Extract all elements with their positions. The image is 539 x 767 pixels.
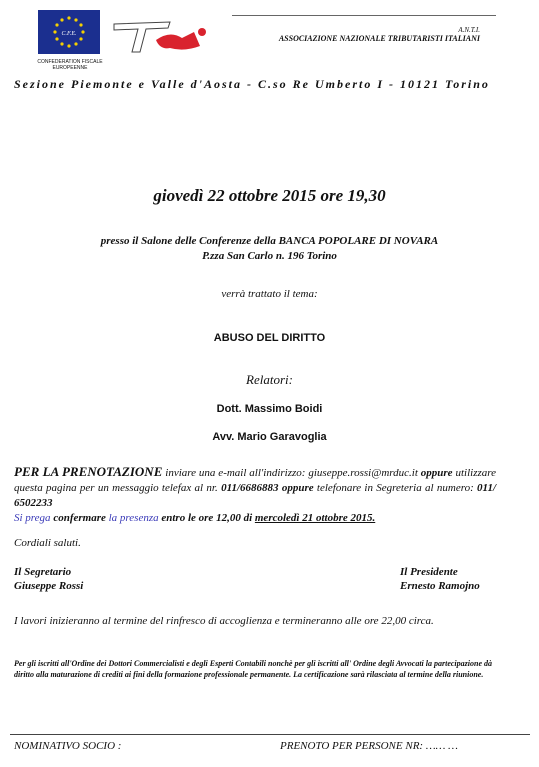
speakers-label: Relatori:: [246, 372, 293, 387]
anti-association-name: ASSOCIAZIONE NAZIONALE TRIBUTARISTI ITALIANI: [278, 34, 480, 43]
cfe-logo-caption: CONFEDERATION FISCALE EUROPEENNE: [37, 59, 103, 71]
event-venue: [0, 234, 539, 264]
footer-rule: [10, 734, 530, 735]
booking-text-2: utilizzare questa pagina per un messaggio telefax al nr.: [14, 467, 497, 494]
event-date: giovedì 22 ottobre 2015 ore 19,30: [153, 186, 386, 205]
booking-paragraph: [14, 464, 496, 526]
cfe-logo-text: C.F.E.: [61, 31, 77, 37]
credits-note: Per gli iscritti all'Ordine dei Dottori Commercialisti e degli Esperti Contabili nonchè per gli iscritti all' Ordine degli Avvocati la partecipazione dà diritto alla maturazione di crediti ai fini della formazione professionale permanente. La certificazione sarà rilasciata al termine della riunione.: [14, 659, 492, 679]
secretary-name: Giuseppe Rossi: [14, 580, 84, 592]
booking-email[interactable]: giuseppe.rossi@mrduc.it: [308, 467, 418, 479]
schedule-note: I lavori inizieranno al termine del rinfresco di accoglienza e termineranno alle ore 22,00 circa.: [14, 615, 434, 627]
president-role: Il Presidente: [400, 566, 458, 578]
booking-oppure-1: oppure: [417, 467, 453, 479]
anti-logo: [110, 18, 220, 58]
booking-heading: PER LA PRENOTAZIONE: [14, 464, 163, 479]
member-name-field: NOMINATIVO SOCIO :: [14, 740, 122, 752]
speaker-2: Avv. Mario Garavoglia: [212, 431, 327, 443]
event-topic: ABUSO DEL DIRITTO: [213, 332, 326, 344]
speaker-1: Dott. Massimo Boidi: [216, 403, 323, 415]
booking-si-prega: Si prega: [14, 512, 51, 524]
booking-oppure-2: oppure: [278, 482, 314, 494]
persons-count-field: PRENOTO PER PERSONE NR: …… …: [280, 740, 458, 752]
cfe-logo: [38, 10, 100, 54]
booking-la-presenza: la presenza: [108, 512, 159, 524]
booking-deadline: mercoledì 21 ottobre 2015.: [254, 512, 376, 524]
booking-phone: 011/ 6502233: [14, 482, 496, 509]
anti-abbreviation: A.N.T.I.: [458, 26, 480, 34]
closing-greeting: Cordiali saluti.: [14, 537, 81, 549]
president-name: Ernesto Ramojno: [400, 580, 480, 592]
section-address: Sezione Piemonte e Valle d'Aosta - C.so Re Umberto I - 10121 Torino: [14, 77, 490, 91]
venue-line-1: presso il Salone delle Conferenze della BANCA POPOLARE DI NOVARA: [100, 235, 439, 247]
booking-fax: 011/6686883: [221, 482, 279, 494]
booking-entro: entro le ore 12,00 di: [158, 512, 255, 524]
topic-intro: verrà trattato il tema:: [221, 288, 318, 300]
booking-text-1: inviare una e-mail all'indirizzo:: [162, 467, 309, 479]
signature-president: [400, 565, 480, 593]
signature-secretary: [14, 565, 83, 593]
booking-text-3: telefonare in Segreteria al numero:: [313, 482, 478, 494]
booking-confermare: confermare: [50, 512, 109, 524]
venue-line-2: P.zza San Carlo n. 196 Torino: [202, 250, 337, 262]
secretary-role: Il Segretario: [14, 566, 72, 578]
header-rule: [232, 15, 496, 16]
